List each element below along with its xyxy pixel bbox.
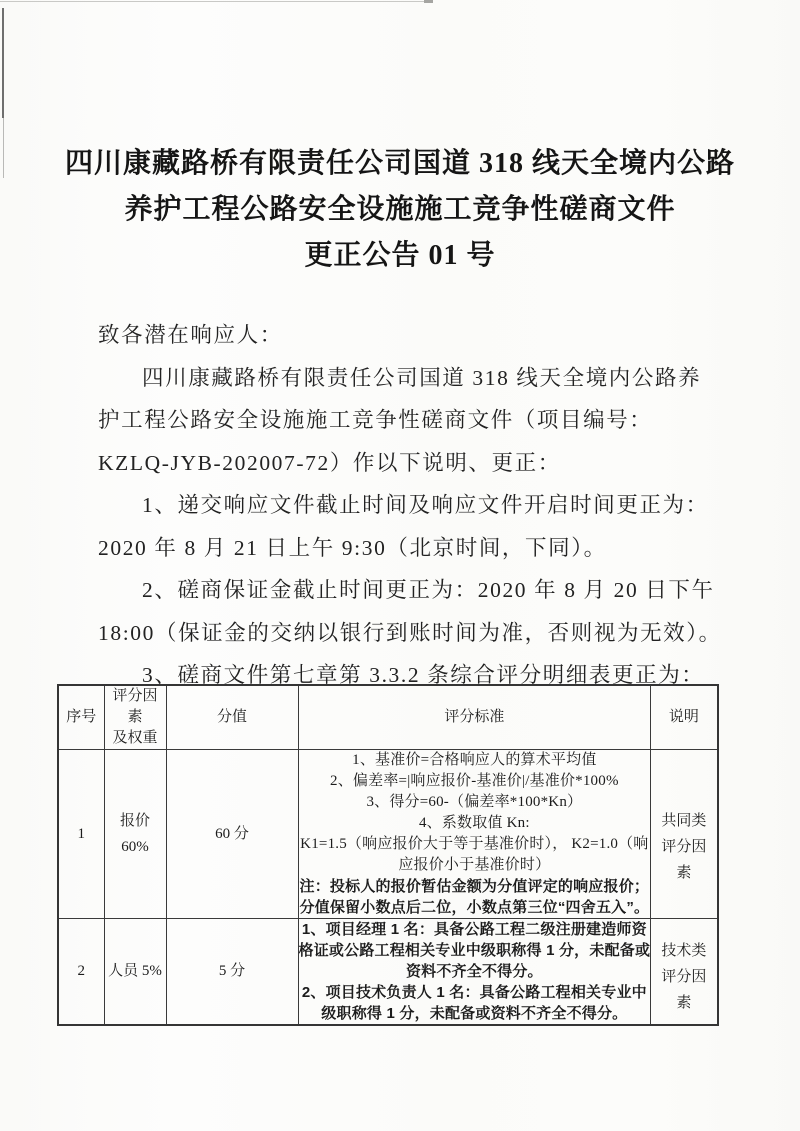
header-note: 说明: [651, 685, 718, 750]
table-row: [58, 919, 718, 1026]
criteria-line: 2、偏差率=|响应报价-基准价|/基准价*100%: [330, 773, 619, 789]
body-line: 2020 年 8 月 21 日上午 9:30（北京时间，下同）。: [98, 535, 607, 560]
header-factor-line: 及权重: [112, 730, 158, 746]
scan-artifact-left-line-faint: [3, 118, 4, 178]
header-criteria: 评分标准: [298, 685, 651, 750]
criteria-line: 3、得分=60-（偏差率*100*Kn）: [366, 794, 583, 810]
table-header-row: [58, 685, 718, 750]
criteria-line: 2、项目技术负责人 1 名：具备公路工程相关专业中: [301, 984, 647, 1001]
scoring-table: [57, 684, 719, 1026]
table-row: [58, 750, 718, 919]
document-title: [40, 141, 760, 279]
title-line-3: 更正公告 01 号: [304, 240, 496, 271]
row1-score: 60 分: [166, 750, 298, 919]
body-line: 护工程公路安全设施施工竞争性磋商文件（项目编号：: [98, 408, 653, 432]
title-line-2: 养护工程公路安全设施施工竞争性磋商文件: [124, 194, 676, 225]
document-body: [98, 314, 722, 697]
body-line: 四川康藏路桥有限责任公司国道 318 线天全境内公路养: [142, 365, 702, 390]
criteria-line: 格证或公路工程相关专业中级职称得 1 分，未配备或: [298, 942, 651, 959]
row2-score: 5 分: [166, 919, 298, 1026]
scan-artifact-top-tick: [424, 0, 433, 3]
scan-artifact-top-line: [0, 1, 432, 2]
body-line-item-1: 1、递交响应文件截止时间及响应文件开启时间更正为：: [142, 493, 709, 517]
row2-factor: 人员 5%: [104, 919, 166, 1026]
row1-note-line: 共同类: [661, 813, 707, 829]
row1-seq: 1: [58, 750, 104, 919]
scan-artifact-left-line: [2, 8, 4, 118]
criteria-line: 资料不齐全不得分。: [405, 963, 543, 980]
row2-seq: 2: [58, 919, 104, 1026]
row1-note-line: 素: [676, 865, 692, 881]
body-line-item-2: 2、磋商保证金截止时间更正为：2020 年 8 月 20 日下午: [142, 578, 715, 602]
header-factor: [104, 685, 166, 750]
criteria-note-line: 注：投标人的报价暂估金额为分值评定的响应报价；: [299, 878, 650, 895]
criteria-line: 应报价小于基准价时）: [398, 857, 551, 873]
criteria-note-line: 分值保留小数点后二位，小数点第三位“四舍五入”。: [299, 899, 650, 916]
criteria-line: K1=1.5（响应报价大于等于基准价时）， K2=1.0（响: [300, 836, 649, 852]
header-factor-line: 素: [127, 709, 143, 725]
row1-factor-line: 60%: [121, 839, 149, 855]
row2-note-line: 评分因: [661, 968, 707, 985]
row2-note: [651, 919, 718, 1026]
row2-criteria: [298, 919, 651, 1026]
header-factor-line: 评分因: [112, 688, 158, 704]
body-line: 18:00（保证金的交纳以银行到账时间为准，否则视为无效）。: [98, 620, 722, 645]
row1-factor-line: 报价: [119, 813, 150, 829]
salutation: 致各潜在响应人：: [98, 323, 283, 347]
row1-note-line: 评分因: [661, 839, 707, 855]
row2-note-line: 素: [676, 994, 692, 1011]
row1-factor: [104, 750, 166, 919]
title-line-1: 四川康藏路桥有限责任公司国道 318 线天全境内公路: [64, 148, 735, 179]
criteria-line: 4、系数取值 Kn:: [418, 815, 530, 831]
body-line: KZLQ-JYB-202007-72）作以下说明、更正：: [98, 450, 561, 475]
header-seq: 序号: [58, 685, 104, 750]
row1-criteria: [298, 750, 651, 919]
body-line-item-3: 3、磋商文件第七章第 3.3.2 条综合评分明细表更正为：: [142, 663, 705, 687]
criteria-line: 1、项目经理 1 名：具备公路工程二级注册建造师资: [301, 921, 647, 938]
row2-note-line: 技术类: [661, 942, 707, 959]
criteria-line: 级职称得 1 分，未配备或资料不齐全不得分。: [321, 1005, 628, 1022]
criteria-line: 1、基准价=合格响应人的算术平均值: [352, 752, 597, 768]
header-score: 分值: [166, 685, 298, 750]
row1-note: [651, 750, 718, 919]
